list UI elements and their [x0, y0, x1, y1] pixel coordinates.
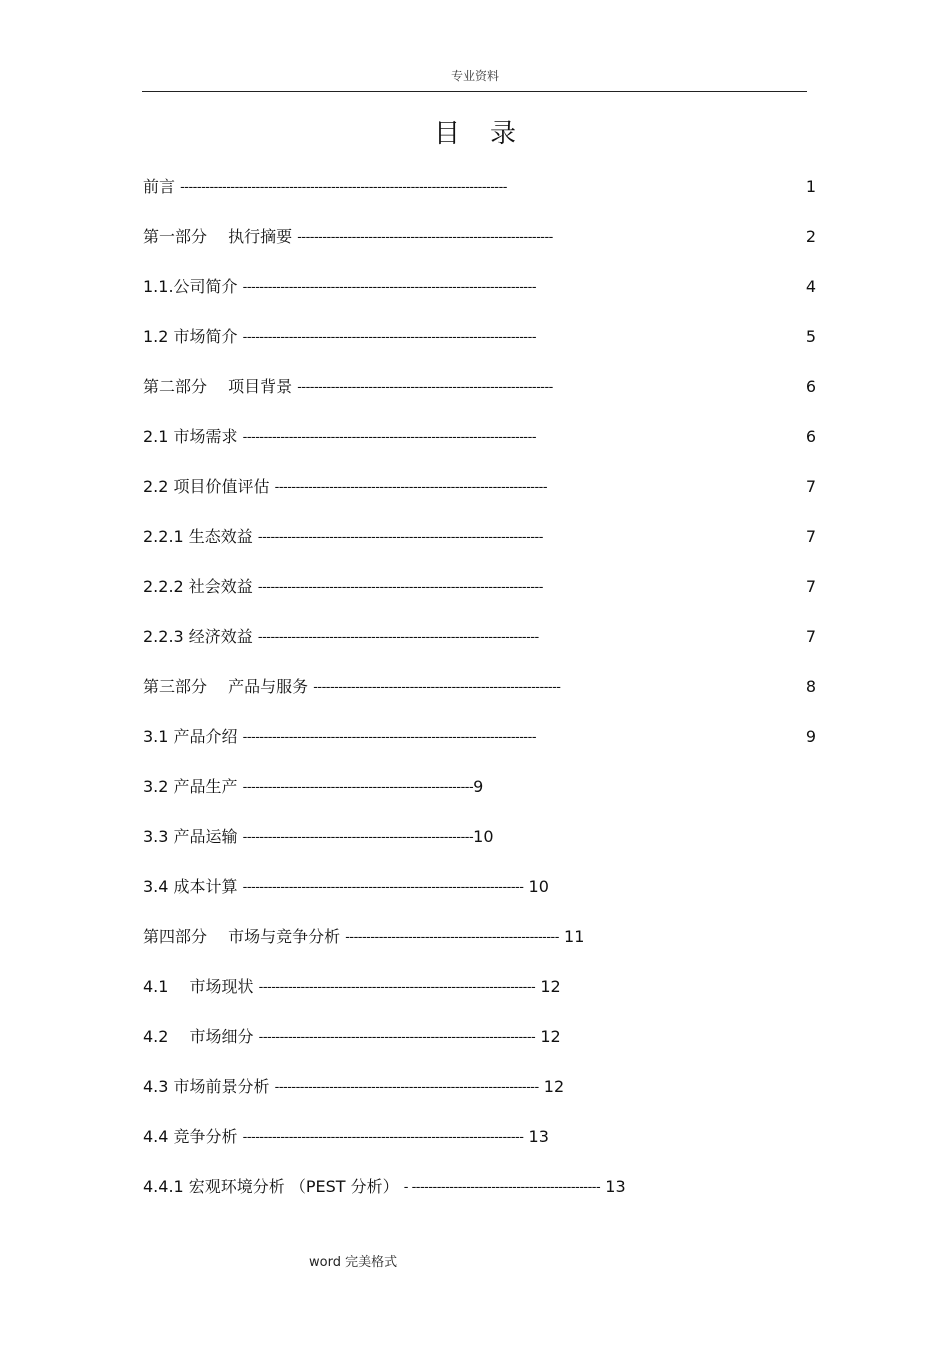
- toc-dot-leader: ---------------------------------------------------: [345, 930, 559, 945]
- toc-page-number: 10: [528, 877, 549, 896]
- toc-page-number: 11: [564, 927, 585, 946]
- toc-entry[interactable]: [143, 1022, 823, 1052]
- toc-entry-title: 第二部分 项目背景: [143, 377, 293, 396]
- toc-entry[interactable]: [143, 572, 823, 602]
- toc-dot-leader: ---------------------------------------------------------------: [274, 1080, 539, 1095]
- toc-page-number: 9: [805, 727, 816, 746]
- toc-entry-title: 3.3 产品运输: [143, 827, 238, 846]
- toc-entry-title: 4.4 竞争分析: [143, 1127, 238, 1146]
- toc-entry[interactable]: [143, 1072, 823, 1102]
- toc-entry[interactable]: [143, 872, 823, 902]
- toc-page-number: 7: [805, 577, 816, 596]
- toc-entry-title: 2.2.1 生态效益: [143, 527, 253, 546]
- page-footer: word 完美格式: [309, 1255, 398, 1270]
- toc-entry[interactable]: [143, 522, 823, 552]
- toc-entry-title: 4.1 市场现状: [143, 977, 254, 996]
- toc-page-number: 2: [805, 227, 816, 246]
- toc-dot-leader: -------------------------------------------------------------------: [242, 880, 524, 895]
- toc-dot-leader: --------------------------------------------------------------------: [257, 530, 543, 545]
- toc-entry[interactable]: [143, 272, 823, 302]
- toc-dot-leader: -------------------------------------------------------------------: [242, 1130, 524, 1145]
- toc-dot-leader: ------------------------------------------------------------------: [258, 980, 536, 995]
- toc-entry[interactable]: [143, 472, 823, 502]
- toc-dot-leader: ----------------------------------------------------------------------: [242, 430, 537, 445]
- header-divider: [142, 91, 807, 92]
- toc-entry-title: 第四部分 市场与竞争分析: [143, 927, 341, 946]
- toc-dot-leader: -----------------------------------------------------------: [313, 680, 561, 695]
- toc-page-number: 7: [805, 527, 816, 546]
- toc-entry-title: 2.2.3 经济效益: [143, 627, 253, 646]
- toc-entry[interactable]: [143, 922, 823, 952]
- toc-page-number: 12: [543, 1077, 565, 1096]
- toc-page-number: 8: [805, 677, 816, 696]
- toc-entry[interactable]: [143, 772, 823, 802]
- toc-dot-leader: -------------------------------------------------------------: [297, 230, 553, 245]
- toc-entry[interactable]: [143, 1122, 823, 1152]
- toc-dot-leader: -------------------------------------------------------------: [297, 380, 553, 395]
- toc-page-number: 6: [805, 427, 816, 446]
- toc-entry[interactable]: [143, 372, 823, 402]
- toc-entry[interactable]: [143, 822, 823, 852]
- toc-page-number: 7: [805, 477, 816, 496]
- toc-entry-title: 2.1 市场需求: [143, 427, 238, 446]
- toc-entry[interactable]: [143, 972, 823, 1002]
- toc-entry-title: 前言: [143, 177, 176, 196]
- toc-entry-title: 3.2 产品生产: [143, 777, 238, 796]
- toc-entry[interactable]: [143, 1172, 823, 1202]
- toc-dot-leader: ----------------------------------------------------------------------: [242, 330, 537, 345]
- toc-entry-title: 4.4.1 宏观环境分析 （PEST 分析）: [143, 1177, 399, 1196]
- toc-dot-leader: -------------------------------------------------------------------: [257, 630, 539, 645]
- toc-entry-title: 2.2.2 社会效益: [143, 577, 253, 596]
- toc-page-number: 7: [805, 627, 816, 646]
- toc-dot-leader: --------------------------------------------------------------------: [257, 580, 543, 595]
- toc-page-number: 12: [540, 977, 561, 996]
- toc-dot-leader: -------------------------------------------------------: [242, 780, 474, 795]
- page-header: 专业资料: [450, 69, 499, 83]
- toc-entry[interactable]: [143, 672, 823, 702]
- toc-entry-title: 3.4 成本计算: [143, 877, 238, 896]
- toc-page-number: 13: [528, 1127, 549, 1146]
- toc-entry-title: 2.2 项目价值评估: [143, 477, 270, 496]
- toc-page-number: 6: [805, 377, 816, 396]
- toc-entry-title: 4.2 市场细分: [143, 1027, 254, 1046]
- toc-entry[interactable]: [143, 722, 823, 752]
- toc-dot-leader: -------------------------------------------------------: [242, 830, 474, 845]
- toc-entry[interactable]: [143, 422, 823, 452]
- toc-dot-leader: ----------------------------------------------------------------------: [242, 730, 537, 745]
- toc-dot-leader: ------------------------------------------------------------------: [258, 1030, 536, 1045]
- toc-dot-leader: -----------------------------------------------------------------: [274, 480, 548, 495]
- toc-dot-leader: ----------------------------------------------------------------------: [242, 280, 537, 295]
- toc-dot-leader: ------------------------------------------------------------------------------: [180, 180, 508, 195]
- toc-entry-title: 4.3 市场前景分析: [143, 1077, 270, 1096]
- toc-entry[interactable]: [143, 222, 823, 252]
- toc-entry[interactable]: [143, 172, 823, 202]
- toc-page-number: 5: [805, 327, 816, 346]
- toc-entry-title: 第一部分 执行摘要: [143, 227, 293, 246]
- toc-page-number: 1: [805, 177, 816, 196]
- toc-page-number: 12: [540, 1027, 561, 1046]
- toc-entry-title: 第三部分 产品与服务: [143, 677, 309, 696]
- toc-title: 目录: [433, 119, 546, 149]
- toc-entry-title: 3.1 产品介绍: [143, 727, 238, 746]
- toc-page-number: 10: [473, 827, 494, 846]
- toc-dot-leader: - ---------------------------------------------: [403, 1180, 601, 1195]
- toc-entry[interactable]: [143, 322, 823, 352]
- toc-page-number: 4: [805, 277, 816, 296]
- toc-page-number: 13: [605, 1177, 626, 1196]
- toc-entry-title: 1.2 市场简介: [143, 327, 238, 346]
- toc-page-number: 9: [473, 777, 484, 796]
- toc-entry-title: 1.1.公司简介: [143, 277, 238, 296]
- toc-entry[interactable]: [143, 622, 823, 652]
